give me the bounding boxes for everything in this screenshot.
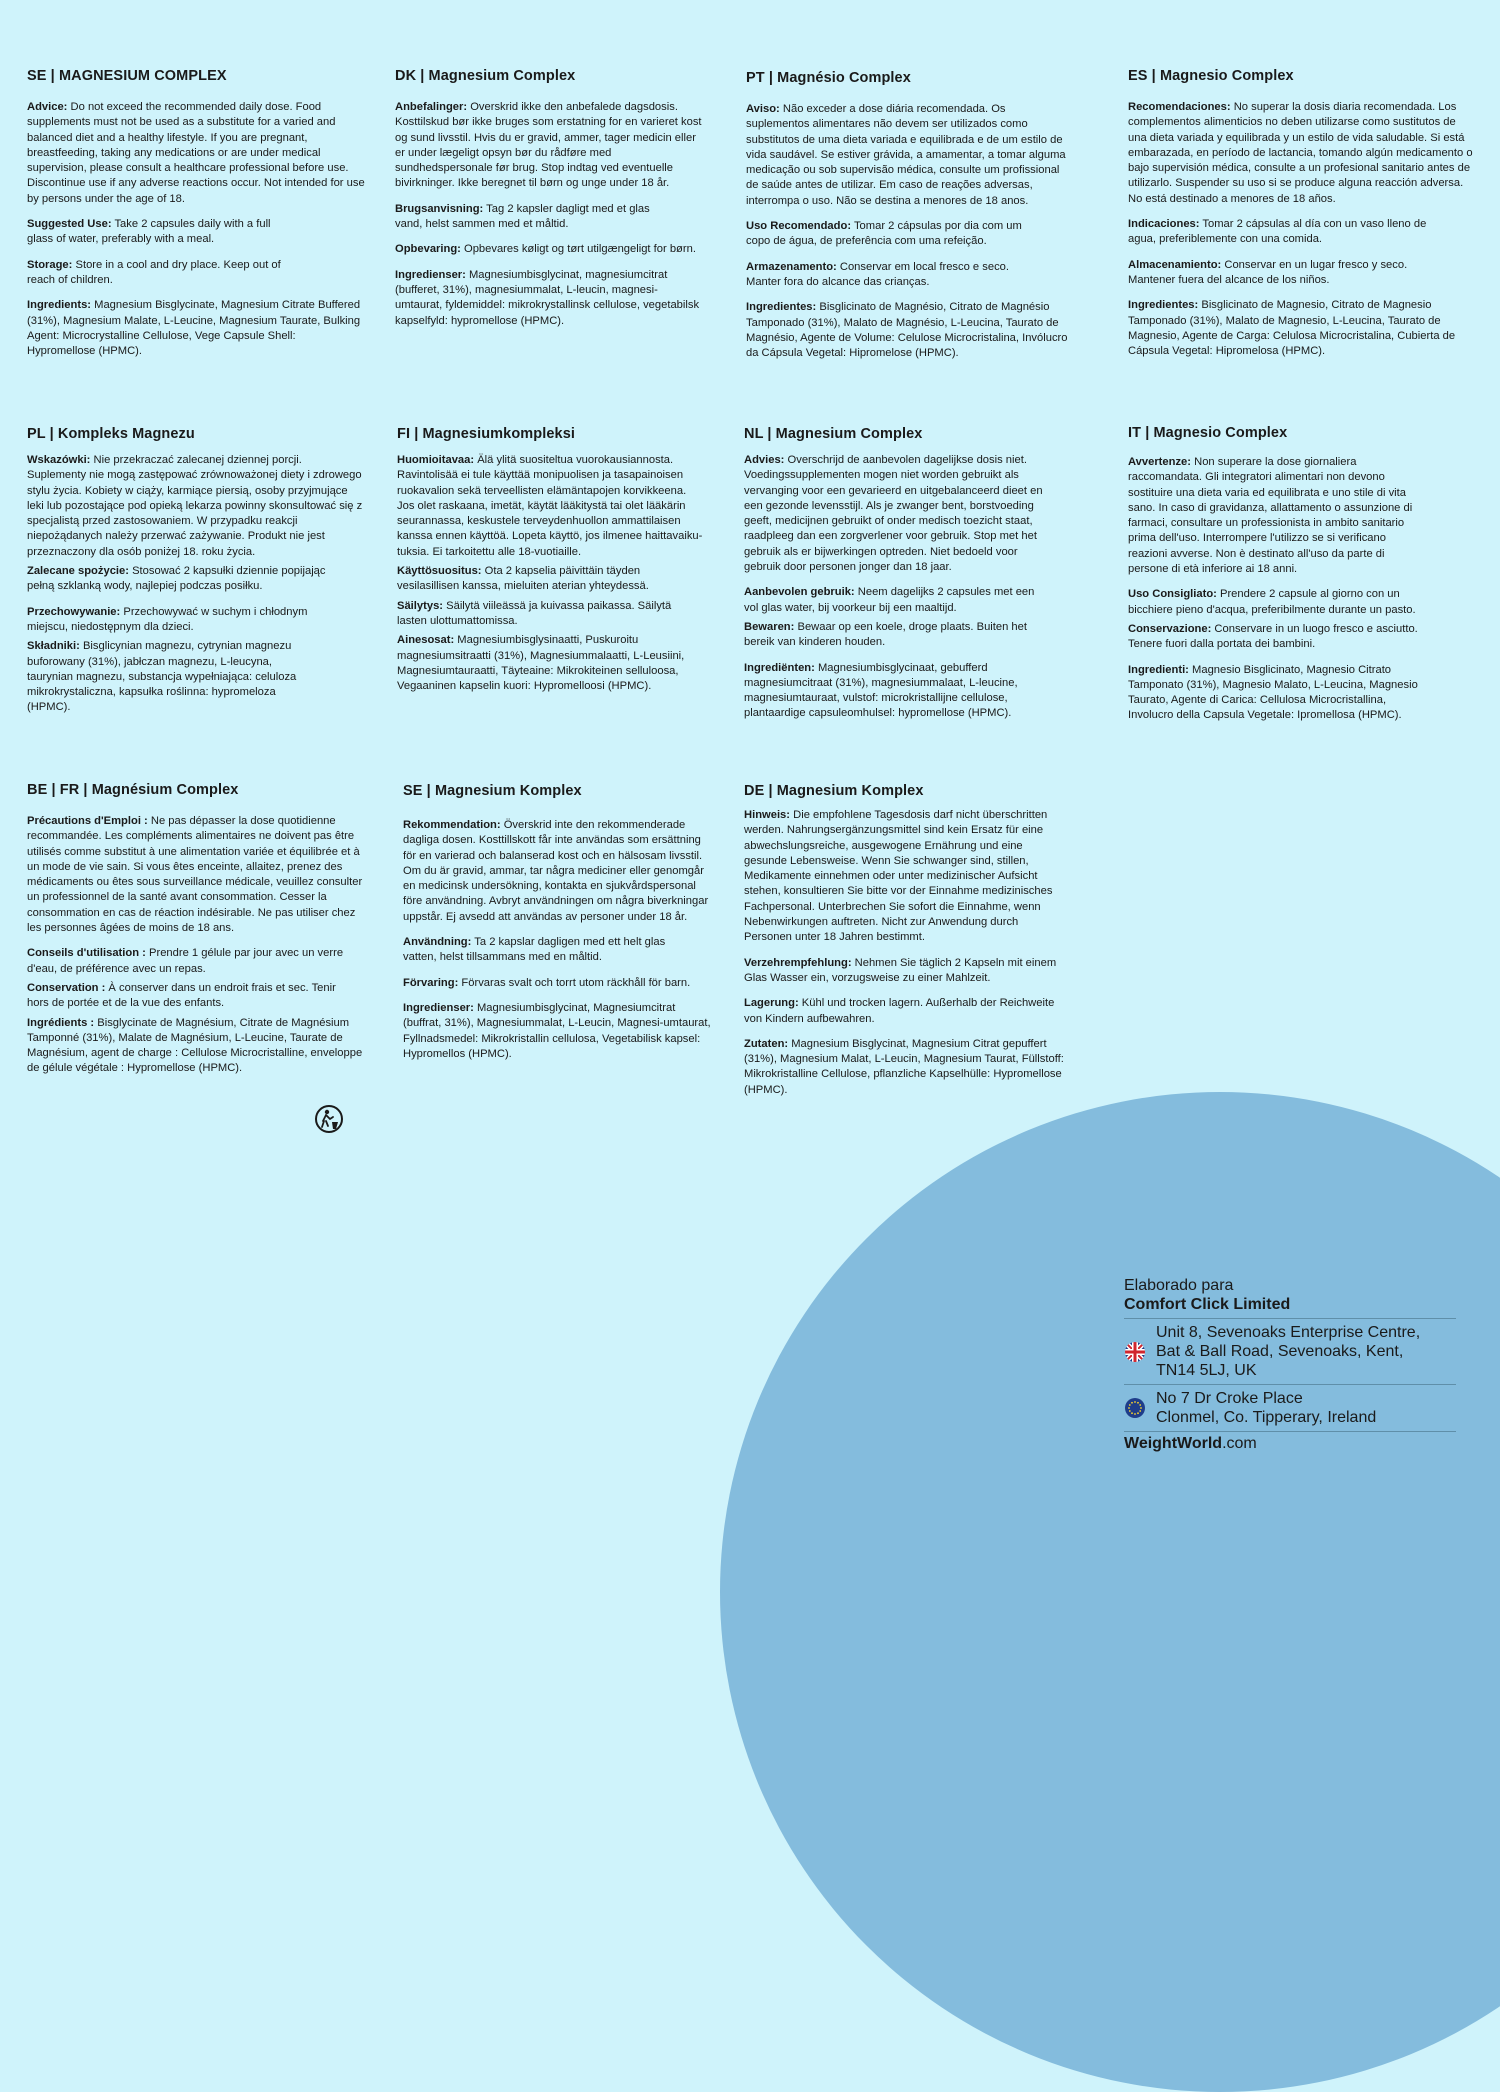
section-paragraph: Ingredienser: Magnesiumbisglycinat, magnesiumcitrat (bufferet, 31%), magnesiummalat, L-leucin, magnesi-umtaurat, fyldemiddel: mikrokrystallinsk cellulose, vegetabilsk kapselfyld: hypromellose (HPMC). (395, 268, 700, 327)
section-title: ES | Magnesio Complex (1128, 68, 1294, 84)
section-title: DK | Magnesium Complex (395, 68, 576, 84)
section-paragraph: Bewaren: Bewaar op een koele, droge plaats. Buiten het bereik van kinderen houden. (744, 620, 1027, 649)
section-title: FI | Magnesiumkompleksi (397, 426, 575, 442)
section-paragraph: Uso Recomendado: Tomar 2 cápsulas por dia com um copo de água, de preferência com uma refeição. (746, 220, 1022, 248)
section-title: PT | Magnésio Complex (746, 70, 911, 86)
section-paragraph: Huomioitavaa: Älä ylitä suositeltua vuorokausiannosta. Ravintolisää ei tule käyttää monipuolisen ja tasapainoisen ruokavalion sekä terveellisten elämäntapojen korvikkeena. Jos olet raskaana, imetät, käytät lääkitystä tai olet lääkärin seurannassa, keskustele terveydenhuollon ammattilaisen kanssa ennen käyttöä. Lopeta käyttö, jos ilmenee haittavaiku-tuksia. Ei tarkoitettu alle 18-vuotiaille. (397, 454, 703, 558)
section-paragraph: Aviso: Não exceder a dose diária recomendada. Os suplementos alimentares não devem ser utilizados como substitutos de uma dieta variada e equilibrada e de um estilo de vida saudável. Se estiver grávida, a amamentar, a tomar alguma medicação ou sob supervisão médica, consulte um profissional de saúde antes de utilizar. Em caso de reações adversas, interrompa o uso. Não se destina a menores de 18 anos. (746, 103, 1066, 207)
section-nl (744, 425, 1046, 732)
section-paragraph: Uso Consigliato: Prendere 2 capsule al giorno con un bicchiere pieno d'acqua, preferibilmente durante un pasto. (1128, 588, 1416, 616)
section-paragraph: Conservazione: Conservare in un luogo fresco e asciutto. Tenere fuori dalla portata dei bambini. (1128, 622, 1418, 651)
section-paragraph: Recomendaciones: No superar la dosis diaria recomendada. Los complementos alimenticios no deben utilizarse como sustitutos de una dieta variada y equilibrada y un estilo de vida saludable. Si está embarazada, en período de lactancia, tomando algún medicamento o bajo supervisión médica, consulte a un profesional sanitario antes de utilizarlo. Suspender su uso si se produce alguna reacción adversa. No está destinado a menores de 18 años. (1128, 101, 1473, 205)
section-pt (746, 69, 1072, 371)
section-paragraph: Conservation : À conserver dans un endroit frais et sec. Tenir hors de portée et de la vue des enfants. (27, 981, 336, 1010)
section-paragraph: Zutaten: Magnesium Bisglycinat, Magnesium Citrat gepuffert (31%), Magnesium Malat, L-Leucin, Magnesium Taurat, Füllstoff: Mikrokristalline Cellulose, pflanzliche Kapselhülle: Hypromellose (HPMC). (744, 1037, 1064, 1096)
section-title: IT | Magnesio Complex (1128, 425, 1288, 441)
section-paragraph: Wskazówki: Nie przekraczać zalecanej dziennej porcji. Suplementy nie mogą zastępować zrównoważonej diety i zdrowego stylu życia. Kobiety w ciąży, karmiące piersią, osoby przyjmujące leki lub pozostające pod opieką lekarza powinny skonsultować się z specjalistą przed zastosowaniem. W przypadku reakcji niepożądanych należy przerwać zażywanie. Produkt nie jest przeznaczony dla osób poniżej 18. roku życia. (27, 454, 363, 558)
section-title: SE | Magnesium Komplex (403, 783, 582, 799)
company-info (1124, 1276, 1456, 1453)
section-title: BE | FR | Magnésium Complex (27, 782, 239, 798)
section-paragraph: Almacenamiento: Conservar en un lugar fresco y seco. Mantener fuera del alcance de los niños. (1128, 258, 1408, 286)
section-pl (27, 425, 363, 726)
section-paragraph: Storage: Store in a cool and dry place. Keep out of reach of children. (27, 258, 281, 286)
section-de (744, 782, 1068, 1108)
eu-address-row (1124, 1384, 1456, 1431)
made-for-label: Elaborado para (1124, 1277, 1234, 1294)
website-link[interactable]: WeightWorld.com (1124, 1431, 1456, 1453)
section-es (1128, 67, 1476, 369)
section-title: DE | Magnesium Komplex (744, 783, 924, 799)
eu-address: No 7 Dr Croke Place Clonmel, Co. Tipperary, Ireland (1156, 1390, 1377, 1426)
section-title: PL | Kompleks Magnezu (27, 426, 195, 442)
section-paragraph: Hinweis: Die empfohlene Tagesdosis darf nicht überschritten werden. Nahrungsergänzungsmittel sind kein Ersatz für eine abwechslungsreiche, ausgewogene Ernährung und eine gesunde Lebensweise. Wenn Sie schwanger sind, stillen, Medikamente einnehmen oder unter medizinischer Aufsicht stehen, konsultieren Sie bitte vor der Einnahme medizinisches Fachpersonal. Unterbrechen Sie sofort die Einnahme, wenn Nebenwirkungen auftreten. Nicht zur Anwendung durch Personen unter 18 Jahren bestimmt. (744, 809, 1053, 944)
uk-address-row (1124, 1318, 1456, 1384)
section-paragraph: Förvaring: Förvaras svalt och torrt utom räckhåll för barn. (403, 976, 691, 989)
section-paragraph: Opbevaring: Opbevares køligt og tørt utilgængeligt for børn. (395, 243, 696, 256)
section-paragraph: Ingrediënten: Magnesiumbisglycinaat, gebufferd magnesiumcitraat (31%), magnesiummalaat, L-leucine, magnesiumtauraat, vulstof: microkristallijne cellulose, plantaardige capsuleomhulsel: hypromellose (HPMC). (744, 661, 1018, 720)
section-paragraph: Ingrédients : Bisglycinate de Magnésium, Citrate de Magnésium Tamponné (31%), Malate de Magnésium, L-Leucine, Taurate de Magnésium, agent de charge : Cellulose Microcristalline, enveloppe de gélule végétale : Hypromellose (HPMC). (27, 1016, 363, 1075)
section-paragraph: Armazenamento: Conservar em local fresco e seco. Manter fora do alcance das crianças. (746, 260, 1009, 288)
section-paragraph: Advice: Do not exceed the recommended daily dose. Food supplements must not be used as a substitute for a varied and balanced diet and a healthy lifestyle. If you are pregnant, breastfeeding, taking any medications or are under medical supervision, please consult a healthcare professional before use. Discontinue use if any adverse reactions occur. Not intended for use by persons under the age of 18. (27, 101, 365, 205)
section-paragraph: Användning: Ta 2 kapslar dagligen med ett helt glas vatten, helst tillsammans med en måltid. (403, 936, 666, 964)
company-name: Comfort Click Limited (1124, 1296, 1291, 1313)
section-paragraph: Précautions d'Emploi : Ne pas dépasser la dose quotidienne recommandée. Les compléments alimentaires ne doivent pas être utilisés comme substitut à une alimentation variée et équilibrée et à un mode de vie sain. Si vous êtes enceinte, allaitez, prenez des médicaments ou êtes sous surveillance médicale, veuillez consulter un professionnel de la santé avant consommation. Cesser la consommation en cas de réaction indésirable. Ne pas utiliser chez les personnes âgées de moins de 18 ans. (27, 815, 363, 935)
section-paragraph: Ingredientes: Bisglicinato de Magnesio, Citrato de Magnesio Tamponado (31%), Malato de Magnesio, L-Leucina, Taurato de Magnesio, Agente de Carga: Celulosa Microcristalina, Cubierta de Cápsula Vegetal: Hipromelosa (HPMC). (1128, 299, 1456, 358)
section-paragraph: Rekommendation: Överskrid inte den rekommenderade dagliga dosen. Kosttillskott får inte användas som ersättning för en varierad och balanserad kost och en hälsosam livsstil. Om du är gravid, ammar, tar några mediciner eller genomgår en medicinsk undersökning, kontakta en sjukvårdspersonal före användning. Avbryt användningen om några biverkningar uppstår. Ej avsedd att användas av personer under 18 år. (403, 819, 709, 923)
section-paragraph: Lagerung: Kühl und trocken lagern. Außerhalb der Reichweite von Kindern aufbewahren. (744, 997, 1055, 1025)
section-se-en (27, 67, 367, 369)
section-paragraph: Ainesosat: Magnesiumbisglysinaatti, Puskuroitu magnesiumsitraatti (31%), Magnesiummalaatti, L-Leusiini, Magnesiumtauraatti, Täyteaine: Mikrokiteinen selluloosa, Vegaaninen kapselin kuori: Hypromelloosi (HPMC). (397, 634, 685, 693)
section-paragraph: Käyttösuositus: Ota 2 kapselia päivittäin täyden vesilasillisen kanssa, mieluiten aterian yhteydessä. (397, 565, 649, 593)
section-se-sv (403, 782, 711, 1072)
section-paragraph: Składniki: Bisglicynian magnezu, cytrynian magnezu buforowany (31%), jabłczan magnezu, L-leucyna, taurynian magnezu, substancja wypełniająca: celuloza mikrokrystaliczna, kapsułka roślinna: hypromeloza (HPMC). (27, 640, 297, 714)
tidyman-recycle-icon (314, 1104, 344, 1134)
section-paragraph: Avvertenze: Non superare la dose giornaliera raccomandata. Gli integratori alimentari non devono sostituire una dieta varia ed equilibrata e uno stile di vita sano. In caso di gravidanza, allattamento o assunzione di farmaci, consultare un professionista in ambito sanitario prima dell'uso. Interrompere l'utilizzo se si verificano reazioni avverse. Non è destinato all'uso da parte di persone di età inferiore ai 18 anni. (1128, 456, 1413, 576)
section-title: SE | MAGNESIUM COMPLEX (27, 68, 227, 84)
section-title: NL | Magnesium Complex (744, 426, 923, 442)
section-paragraph: Przechowywanie: Przechowywać w suchym i chłodnym miejscu, niedostępnym dla dzieci. (27, 605, 308, 633)
section-paragraph: Zalecane spożycie: Stosować 2 kapsułki dziennie popijając pełną szklanką wody, najlepiej podczas posiłku. (27, 565, 326, 593)
section-paragraph: Suggested Use: Take 2 capsules daily with a full glass of water, preferably with a meal. (27, 218, 271, 246)
section-dk (395, 67, 705, 339)
section-be-fr (27, 781, 369, 1087)
section-paragraph: Aanbevolen gebruik: Neem dagelijks 2 capsules met een vol glas water, bij voorkeur bij een maaltijd. (744, 586, 1035, 614)
section-paragraph: Indicaciones: Tomar 2 cápsulas al día con un vaso lleno de agua, preferiblemente con una comida. (1128, 218, 1427, 246)
section-paragraph: Ingredientes: Bisglicinato de Magnésio, Citrato de Magnésio Tamponado (31%), Malato de Magnésio, L-Leucina, Taurato de Magnésio, Agente de Volume: Celulose Microcristalina, Invólucro da Cápsula Vegetal: Hipromelose (HPMC). (746, 301, 1068, 360)
section-paragraph: Ingredients: Magnesium Bisglycinate, Magnesium Citrate Buffered (31%), Magnesium Malate, L-Leucine, Magnesium Taurate, Bulking Agent: Microcrystalline Cellulose, Vege Capsule Shell: Hypromellose (HPMC). (27, 299, 361, 358)
section-paragraph: Verzehrempfehlung: Nehmen Sie täglich 2 Kapseln mit einem Glas Wasser ein, vorzugsweise zu einer Mahlzeit. (744, 956, 1057, 984)
section-fi (397, 425, 703, 704)
section-paragraph: Conseils d'utilisation : Prendre 1 gélule par jour avec un verre d'eau, de préférence avec un repas. (27, 947, 344, 975)
uk-flag-icon (1124, 1341, 1146, 1363)
section-paragraph: Advies: Overschrijd de aanbevolen dagelijkse dosis niet. Voedingssupplementen mogen niet worden gebruikt als vervanging voor een gevarieerd en uitgebalanceerd dieet en een gezonde levensstijl. Als je zwanger bent, borstvoeding geeft, medicijnen gebruikt of onder medisch toezicht staat, raadpleeg dan een zorgverlener voor gebruik. Stop met het gebruik als er bijwerkingen optreden. Niet bedoeld voor gebruik door personen jonger dan 18 jaar. (744, 454, 1043, 574)
eu-flag-icon (1124, 1397, 1146, 1419)
section-paragraph: Anbefalinger: Overskrid ikke den anbefalede dagsdosis. Kosttilskud bør ikke bruges som erstatning for en varieret kost og sund livsstil. Hvis du er gravid, ammer, tager medicin eller er under lægeligt opsyn bør du rådføre med sundhedspersonale før brug. Stop indtag ved eventuelle bivirkninger. Ikke beregnet til børn og unge under 18 år. (395, 101, 702, 190)
section-it (1128, 424, 1428, 734)
uk-address: Unit 8, Sevenoaks Enterprise Centre, Bat & Ball Road, Sevenoaks, Kent, TN14 5LJ, UK (1156, 1324, 1421, 1379)
section-paragraph: Säilytys: Säilytä viileässä ja kuivassa paikassa. Säilytä lasten ulottumattomissa. (397, 599, 672, 627)
decorative-circle (720, 1092, 1500, 2092)
section-paragraph: Brugsanvisning: Tag 2 kapsler dagligt med et glas vand, helst sammen med et måltid. (395, 202, 650, 231)
section-paragraph: Ingredienti: Magnesio Bisglicinato, Magnesio Citrato Tamponato (31%), Magnesio Malato, L-Leucina, Magnesio Taurato, Agente di Carica: Cellulosa Microcristallina, Involucro della Capsula Vegetale: Ipromellosa (HPMC). (1128, 663, 1418, 722)
section-paragraph: Ingredienser: Magnesiumbisglycinat, Magnesiumcitrat (buffrat, 31%), Magnesiummalat, L-Leucin, Magnesi-umtaurat, Fyllnadsmedel: Mikrokristallin cellulosa, Vegetabilisk kapsel: Hypromellos (HPMC). (403, 1001, 711, 1060)
